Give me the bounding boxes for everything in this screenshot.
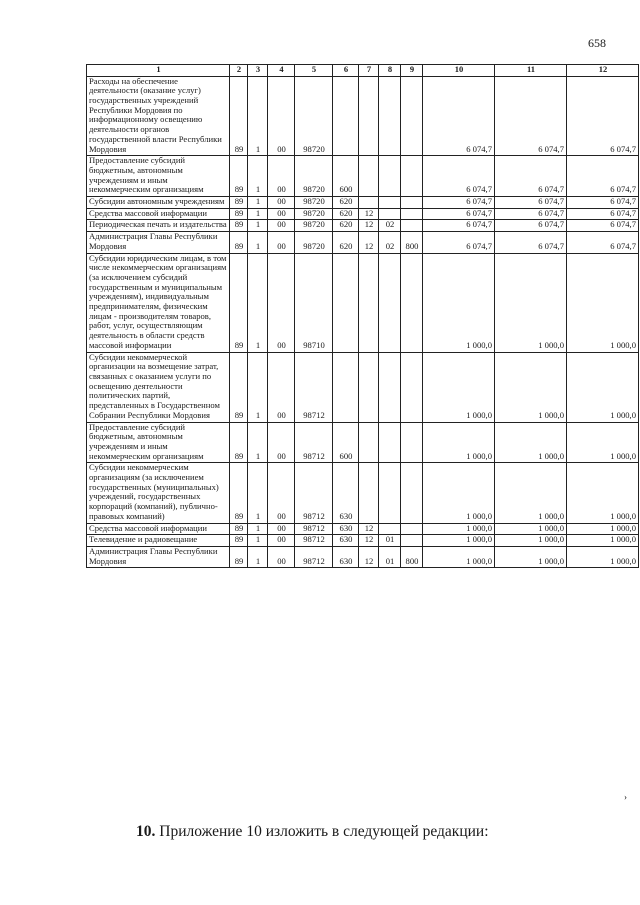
cell-c5: 98712 [295, 523, 333, 535]
cell-c9 [401, 208, 423, 220]
column-header: 2 [230, 65, 248, 77]
cell-c10: 6 074,7 [423, 197, 495, 209]
column-header: 1 [87, 65, 230, 77]
cell-c7: 12 [359, 208, 379, 220]
cell-c4: 00 [268, 232, 295, 253]
cell-c7: 12 [359, 232, 379, 253]
cell-c9 [401, 523, 423, 535]
cell-c2: 89 [230, 523, 248, 535]
cell-c8 [379, 352, 401, 422]
cell-c12: 1 000,0 [567, 352, 639, 422]
cell-c10: 6 074,7 [423, 232, 495, 253]
cell-c12: 6 074,7 [567, 197, 639, 209]
cell-c9 [401, 463, 423, 523]
cell-c8 [379, 208, 401, 220]
cell-c6 [333, 352, 359, 422]
cell-c12: 6 074,7 [567, 220, 639, 232]
cell-c10: 6 074,7 [423, 156, 495, 197]
cell-c5: 98720 [295, 232, 333, 253]
cell-c8 [379, 76, 401, 156]
cell-c11: 6 074,7 [495, 232, 567, 253]
cell-c4: 00 [268, 220, 295, 232]
cell-c7 [359, 253, 379, 352]
cell-c5: 98712 [295, 535, 333, 547]
table-row [87, 535, 639, 547]
cell-c11: 1 000,0 [495, 535, 567, 547]
cell-c3: 1 [248, 422, 268, 463]
row-name: Субсидии автономным учреждениям [87, 197, 230, 209]
cell-c6: 620 [333, 208, 359, 220]
cell-c11: 1 000,0 [495, 546, 567, 567]
table-row [87, 76, 639, 156]
cell-c2: 89 [230, 232, 248, 253]
cell-c9 [401, 352, 423, 422]
cell-c3: 1 [248, 156, 268, 197]
cell-c8: 02 [379, 232, 401, 253]
cell-c9 [401, 422, 423, 463]
cell-c9 [401, 535, 423, 547]
cell-c11: 1 000,0 [495, 422, 567, 463]
table-row [87, 156, 639, 197]
row-name: Субсидии некоммерческой организации на возмещение затрат, связанных с оказанием услуги по освещению деятельности политических партий, представленных в Государственном Собрании Республики Мордовия [87, 352, 230, 422]
cell-c5: 98710 [295, 253, 333, 352]
cell-c2: 89 [230, 422, 248, 463]
cell-c4: 00 [268, 352, 295, 422]
cell-c7 [359, 197, 379, 209]
cell-c11: 1 000,0 [495, 463, 567, 523]
cell-c6: 630 [333, 546, 359, 567]
cell-c7: 12 [359, 523, 379, 535]
cell-c12: 6 074,7 [567, 156, 639, 197]
table-row [87, 463, 639, 523]
cell-c10: 1 000,0 [423, 253, 495, 352]
cell-c7 [359, 463, 379, 523]
cell-c5: 98712 [295, 352, 333, 422]
cell-c12: 6 074,7 [567, 208, 639, 220]
cell-c5: 98712 [295, 463, 333, 523]
table-row [87, 253, 639, 352]
row-name: Администрация Главы Республики Мордовия [87, 546, 230, 567]
page-number: 658 [588, 36, 606, 50]
row-name: Предоставление субсидий бюджетным, автономным учреждениям и иным некоммерческим организациям [87, 422, 230, 463]
cell-c9 [401, 220, 423, 232]
cell-c8 [379, 523, 401, 535]
cell-c9 [401, 253, 423, 352]
cell-c3: 1 [248, 76, 268, 156]
cell-c4: 00 [268, 197, 295, 209]
row-name: Субсидии юридическим лицам, в том числе некоммерческим организациям (за исключением субсидий государственным и муниципальным учреждениям), индивидуальным предпринимателям, физическим лицам - производителям товаров, работ, услуг, осуществляющим деятельность в области средств массовой информации [87, 253, 230, 352]
cell-c10: 1 000,0 [423, 535, 495, 547]
cell-c2: 89 [230, 208, 248, 220]
budget-table [86, 64, 639, 568]
cell-c3: 1 [248, 535, 268, 547]
cell-c6: 620 [333, 197, 359, 209]
cell-c4: 00 [268, 463, 295, 523]
cell-c7 [359, 422, 379, 463]
cell-c10: 1 000,0 [423, 422, 495, 463]
cell-c11: 1 000,0 [495, 523, 567, 535]
cell-c2: 89 [230, 253, 248, 352]
row-name: Периодическая печать и издательства [87, 220, 230, 232]
cell-c10: 1 000,0 [423, 523, 495, 535]
footer-paragraph [136, 823, 489, 841]
cell-c3: 1 [248, 253, 268, 352]
cell-c5: 98720 [295, 208, 333, 220]
column-header: 6 [333, 65, 359, 77]
cell-c2: 89 [230, 352, 248, 422]
table-row [87, 208, 639, 220]
cell-c2: 89 [230, 76, 248, 156]
cell-c7 [359, 156, 379, 197]
cell-c4: 00 [268, 546, 295, 567]
cell-c12: 1 000,0 [567, 253, 639, 352]
row-name: Средства массовой информации [87, 208, 230, 220]
cell-c2: 89 [230, 220, 248, 232]
row-name: Предоставление субсидий бюджетным, автономным учреждениям и иным некоммерческим организациям [87, 156, 230, 197]
cell-c3: 1 [248, 546, 268, 567]
footer-item-text: Приложение 10 изложить в следующей редакции: [159, 823, 489, 840]
cell-c10: 6 074,7 [423, 208, 495, 220]
row-name: Субсидии некоммерческим организациям (за исключением государственных (муниципальных) учреждений, государственных корпораций (компаний), публично-правовых компаний) [87, 463, 230, 523]
cell-c6: 620 [333, 220, 359, 232]
cell-c5: 98720 [295, 220, 333, 232]
table-row [87, 232, 639, 253]
cell-c2: 89 [230, 197, 248, 209]
cell-c2: 89 [230, 463, 248, 523]
cell-c10: 1 000,0 [423, 546, 495, 567]
cell-c10: 6 074,7 [423, 220, 495, 232]
cell-c11: 6 074,7 [495, 220, 567, 232]
cell-c3: 1 [248, 197, 268, 209]
column-header: 10 [423, 65, 495, 77]
cell-c4: 00 [268, 156, 295, 197]
cell-c3: 1 [248, 208, 268, 220]
cell-c3: 1 [248, 232, 268, 253]
cell-c8: 02 [379, 220, 401, 232]
cell-c7 [359, 76, 379, 156]
cell-c5: 98720 [295, 76, 333, 156]
cell-c6 [333, 253, 359, 352]
cell-c6: 620 [333, 232, 359, 253]
column-header: 4 [268, 65, 295, 77]
margin-mark: › [624, 792, 627, 802]
cell-c6 [333, 76, 359, 156]
table-row [87, 352, 639, 422]
cell-c6: 630 [333, 523, 359, 535]
cell-c2: 89 [230, 546, 248, 567]
cell-c6: 630 [333, 463, 359, 523]
row-name: Телевидение и радиовещание [87, 535, 230, 547]
column-header: 11 [495, 65, 567, 77]
cell-c4: 00 [268, 208, 295, 220]
cell-c6: 600 [333, 422, 359, 463]
cell-c8: 01 [379, 546, 401, 567]
row-name: Администрация Главы Республики Мордовия [87, 232, 230, 253]
cell-c4: 00 [268, 422, 295, 463]
cell-c10: 1 000,0 [423, 352, 495, 422]
cell-c6: 600 [333, 156, 359, 197]
cell-c12: 6 074,7 [567, 76, 639, 156]
column-header: 7 [359, 65, 379, 77]
table-row [87, 546, 639, 567]
row-name: Средства массовой информации [87, 523, 230, 535]
cell-c5: 98720 [295, 156, 333, 197]
cell-c7: 12 [359, 220, 379, 232]
cell-c3: 1 [248, 352, 268, 422]
table-row [87, 422, 639, 463]
cell-c12: 1 000,0 [567, 535, 639, 547]
cell-c2: 89 [230, 156, 248, 197]
cell-c11: 1 000,0 [495, 253, 567, 352]
table-header-row [87, 65, 639, 77]
cell-c7: 12 [359, 535, 379, 547]
cell-c11: 6 074,7 [495, 208, 567, 220]
cell-c9 [401, 76, 423, 156]
cell-c8 [379, 422, 401, 463]
cell-c11: 6 074,7 [495, 197, 567, 209]
cell-c2: 89 [230, 535, 248, 547]
cell-c3: 1 [248, 463, 268, 523]
cell-c5: 98712 [295, 546, 333, 567]
cell-c8 [379, 197, 401, 209]
cell-c9: 800 [401, 546, 423, 567]
cell-c12: 1 000,0 [567, 463, 639, 523]
cell-c3: 1 [248, 523, 268, 535]
cell-c8 [379, 156, 401, 197]
table-row [87, 197, 639, 209]
footer-item-number: 10. [136, 823, 156, 840]
cell-c12: 1 000,0 [567, 523, 639, 535]
cell-c12: 6 074,7 [567, 232, 639, 253]
column-header: 5 [295, 65, 333, 77]
cell-c5: 98712 [295, 422, 333, 463]
cell-c4: 00 [268, 253, 295, 352]
cell-c8 [379, 463, 401, 523]
cell-c9 [401, 197, 423, 209]
row-name: Расходы на обеспечение деятельности (оказание услуг) государственных учреждений Республики Мордовия по информационному освещению деятельности органов государственной власти Республики Мордовия [87, 76, 230, 156]
cell-c5: 98720 [295, 197, 333, 209]
cell-c11: 6 074,7 [495, 76, 567, 156]
cell-c12: 1 000,0 [567, 546, 639, 567]
column-header: 3 [248, 65, 268, 77]
cell-c11: 1 000,0 [495, 352, 567, 422]
cell-c8: 01 [379, 535, 401, 547]
cell-c6: 630 [333, 535, 359, 547]
cell-c4: 00 [268, 535, 295, 547]
column-header: 12 [567, 65, 639, 77]
cell-c4: 00 [268, 523, 295, 535]
cell-c7: 12 [359, 546, 379, 567]
table-row [87, 220, 639, 232]
cell-c12: 1 000,0 [567, 422, 639, 463]
table-row [87, 523, 639, 535]
cell-c10: 6 074,7 [423, 76, 495, 156]
cell-c8 [379, 253, 401, 352]
cell-c3: 1 [248, 220, 268, 232]
cell-c9: 800 [401, 232, 423, 253]
column-header: 9 [401, 65, 423, 77]
column-header: 8 [379, 65, 401, 77]
cell-c11: 6 074,7 [495, 156, 567, 197]
cell-c10: 1 000,0 [423, 463, 495, 523]
cell-c7 [359, 352, 379, 422]
cell-c9 [401, 156, 423, 197]
cell-c4: 00 [268, 76, 295, 156]
